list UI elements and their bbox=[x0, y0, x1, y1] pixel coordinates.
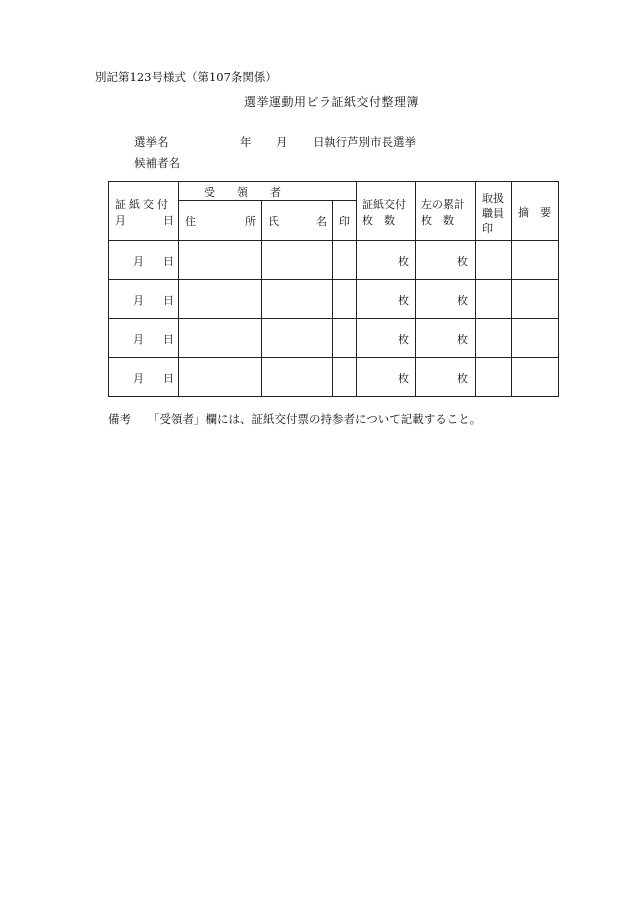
cell-date bbox=[109, 241, 179, 280]
table-row bbox=[109, 358, 559, 397]
cell-remarks bbox=[512, 319, 559, 358]
header-issue-date-title: 証紙交付 bbox=[115, 198, 171, 211]
cell-seal bbox=[333, 280, 357, 319]
cell-date bbox=[109, 358, 179, 397]
header-cumulative-top: 左の累計 bbox=[421, 198, 465, 211]
cell-name bbox=[262, 241, 333, 280]
cell-seal bbox=[333, 241, 357, 280]
header-seal-label: 印 bbox=[339, 215, 350, 229]
cell-issued bbox=[357, 241, 416, 280]
cell-month: 月 bbox=[133, 372, 144, 385]
document-title: 選挙運動用ビラ証紙交付整理簿 bbox=[244, 95, 420, 109]
cell-issued bbox=[357, 280, 416, 319]
header-staff-1: 取扱 bbox=[482, 192, 504, 205]
header-remarks-label: 摘 要 bbox=[518, 206, 551, 219]
election-name-label: 選挙名 bbox=[134, 135, 169, 149]
cell-address bbox=[179, 358, 262, 397]
cell-issued-unit: 枚 bbox=[398, 255, 409, 268]
cell-address bbox=[179, 280, 262, 319]
header-cumulative-count bbox=[416, 182, 476, 241]
cell-month: 月 bbox=[133, 255, 144, 268]
cell-day: 日 bbox=[163, 294, 174, 307]
candidate-name-label: 候補者名 bbox=[134, 156, 180, 170]
note-text: 「受領者」欄には、証紙交付票の持参者について記載すること。 bbox=[148, 412, 482, 426]
cell-month: 月 bbox=[133, 294, 144, 307]
cell-issued-unit: 枚 bbox=[398, 294, 409, 307]
table-row bbox=[109, 280, 559, 319]
cell-seal bbox=[333, 319, 357, 358]
cell-date bbox=[109, 319, 179, 358]
cell-date bbox=[109, 280, 179, 319]
cell-cumulative bbox=[416, 358, 476, 397]
cell-cumulative bbox=[416, 241, 476, 280]
cell-cumulative-unit: 枚 bbox=[457, 372, 468, 385]
header-issued-count bbox=[357, 182, 416, 241]
header-address bbox=[179, 201, 262, 241]
header-name bbox=[262, 201, 333, 241]
header-month: 月 bbox=[115, 214, 126, 227]
cell-remarks bbox=[512, 280, 559, 319]
month-unit: 月 bbox=[276, 135, 288, 149]
cell-seal bbox=[333, 358, 357, 397]
header-cumulative-bottom: 枚 数 bbox=[421, 214, 454, 227]
table-row bbox=[109, 319, 559, 358]
cell-day: 日 bbox=[163, 333, 174, 346]
election-name: 執行芦別市長選挙 bbox=[324, 135, 416, 149]
cell-remarks bbox=[512, 241, 559, 280]
cell-cumulative bbox=[416, 319, 476, 358]
cell-name bbox=[262, 358, 333, 397]
header-seal bbox=[333, 201, 357, 241]
header-name-a: 氏 bbox=[268, 215, 279, 229]
header-staff-2: 職員 bbox=[482, 207, 504, 220]
cell-staff-seal bbox=[476, 358, 512, 397]
cell-staff-seal bbox=[476, 319, 512, 358]
header-issued-count-top: 証紙交付 bbox=[362, 198, 406, 211]
header-remarks bbox=[512, 182, 559, 241]
cell-day: 日 bbox=[163, 372, 174, 385]
header-name-b: 名 bbox=[316, 215, 327, 229]
header-staff-3: 印 bbox=[482, 222, 493, 235]
stamp-issuance-ledger-table bbox=[108, 181, 559, 397]
note-label: 備考 bbox=[108, 412, 131, 426]
year-unit: 年 bbox=[240, 135, 252, 149]
form-reference: 別記第123号様式（第107条関係） bbox=[95, 70, 277, 84]
day-unit: 日 bbox=[313, 135, 325, 149]
cell-cumulative bbox=[416, 280, 476, 319]
cell-staff-seal bbox=[476, 280, 512, 319]
header-recipient bbox=[179, 182, 357, 201]
header-issued-count-bottom: 枚 数 bbox=[362, 214, 395, 227]
cell-issued bbox=[357, 319, 416, 358]
cell-address bbox=[179, 241, 262, 280]
table-row bbox=[109, 241, 559, 280]
header-recipient-label: 受 領 者 bbox=[204, 186, 281, 199]
header-staff-seal bbox=[476, 182, 512, 241]
cell-month: 月 bbox=[133, 333, 144, 346]
header-address-a: 住 bbox=[185, 215, 196, 229]
header-day: 日 bbox=[163, 214, 174, 227]
cell-issued-unit: 枚 bbox=[398, 333, 409, 346]
cell-cumulative-unit: 枚 bbox=[457, 255, 468, 268]
cell-day: 日 bbox=[163, 255, 174, 268]
cell-name bbox=[262, 319, 333, 358]
cell-address bbox=[179, 319, 262, 358]
cell-cumulative-unit: 枚 bbox=[457, 333, 468, 346]
cell-name bbox=[262, 280, 333, 319]
cell-issued bbox=[357, 358, 416, 397]
cell-cumulative-unit: 枚 bbox=[457, 294, 468, 307]
header-address-b: 所 bbox=[245, 215, 256, 229]
cell-remarks bbox=[512, 358, 559, 397]
cell-issued-unit: 枚 bbox=[398, 372, 409, 385]
cell-staff-seal bbox=[476, 241, 512, 280]
header-issue-date bbox=[109, 182, 179, 241]
